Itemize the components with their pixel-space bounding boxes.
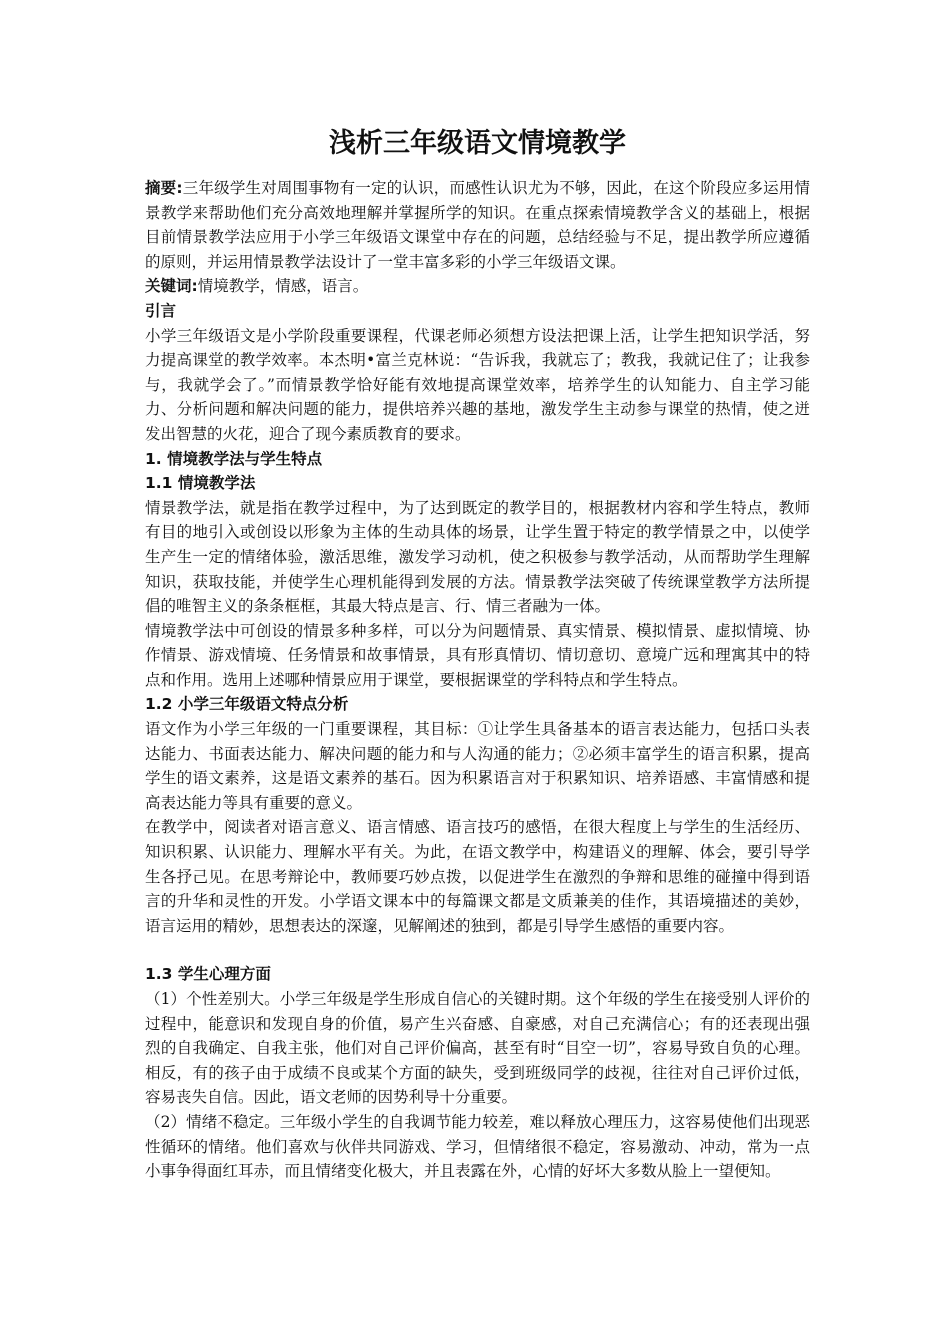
- keywords-paragraph: [145, 274, 810, 299]
- section-1-3-heading: 1.3 学生心理方面: [145, 965, 271, 984]
- keywords-label: 关键词:: [145, 277, 198, 296]
- document-title: 浅析三年级语文情境教学: [329, 128, 626, 159]
- section-1-2-heading: 1.2 小学三年级语文特点分析: [145, 695, 349, 714]
- section-1-1-paragraph: 情境教学法中可创设的情景多种多样，可以分为问题情景、真实情景、模拟情景、虚拟情境、协作情景、游戏情境、任务情景和故事情景，具有形真情切、情切意切、意境广远和理寓其中的特点和作用。选用上述哪种情景应用于课堂，要根据课堂的学科特点和学生特点。: [145, 621, 810, 689]
- blank-line: [145, 938, 810, 962]
- section-1-3-paragraph: （2）情绪不稳定。三年级小学生的自我调节能力较差，难以释放心理压力，这容易使他们出现恶性循环的情绪。他们喜欢与伙伴共同游戏、学习，但情绪很不稳定，容易激动、冲动，常为一点小事争得面红耳赤，而且情绪变化极大，并且表露在外，心情的好坏大多数从脸上一望便知。: [145, 1112, 810, 1181]
- abstract-label: 摘要:: [145, 179, 183, 197]
- abstract-text: 三年级学生对周围事物有一定的认识，而感性认识尤为不够，因此，在这个阶段应多运用情景教学来帮助他们充分高效地理解并掌握所学的知识。在重点探索情境教学含义的基础上，根据目前情景教学法应用于小学三年级语文课堂中存在的问题，总结经验与不足，提出教学所应遵循的原则，并运用情景教学法设计了一堂丰富多彩的小学三年级语文课。: [145, 179, 810, 271]
- intro-paragraph: 小学三年级语文是小学阶段重要课程，代课老师必须想方设法把课上活，让学生把知识学活，努力提高课堂的教学效率。本杰明•富兰克林说：“告诉我，我就忘了；教我，我就记住了；让我参与，我就学会了。”而情景教学恰好能有效地提高课堂效率，培养学生的认知能力、自主学习能力、分析问题和解决问题的能力，提供培养兴趣的基地，激发学生主动参与课堂的热情，使之迸发出智慧的火花，迎合了现今素质教育的要求。: [145, 326, 810, 443]
- abstract-paragraph: [145, 176, 810, 274]
- keywords-text: 情境教学，情感，语言。: [197, 277, 369, 296]
- section-1-1-paragraph: 情景教学法，就是指在教学过程中，为了达到既定的教学目的，根据教材内容和学生特点，教师有目的地引入或创设以形象为主体的生动具体的场景，让学生置于特定的教学情景之中，以使学生产生一定的情绪体验，激活思维，激发学习动机，使之积极参与教学活动，从而帮助学生理解知识，获取技能，并使学生心理机能得到发展的方法。情景教学法突破了传统课堂教学方法所提倡的唯智主义的条条框框，其最大特点是言、行、情三者融为一体。: [145, 498, 810, 616]
- section-1-1-heading: 1.1 情境教学法: [145, 474, 256, 493]
- section-1-3-paragraph: （1）个性差别大。小学三年级是学生形成自信心的关键时期。这个年级的学生在接受别人评价的过程中，能意识和发现自身的价值，易产生兴奋感、自豪感，对自己充满信心；有的还表现出强烈的自我确定、自我主张，他们对自己评价偏高，甚至有时“目空一切”，容易导致自负的心理。相反，有的孩子由于成绩不良或某个方面的缺失，受到班级同学的歧视，往往对自己评价过低，容易丧失自信。因此，语文老师的因势利导十分重要。: [145, 990, 810, 1107]
- section-1-2-paragraph: 语文作为小学三年级的一门重要课程，其目标：①让学生具备基本的语言表达能力，包括口头表达能力、书面表达能力、解决问题的能力和与人沟通的能力；②必须丰富学生的语言积累，提高学生的语文素养，这是语文素养的基石。因为积累语言对于积累知识、培养语感、丰富情感和提高表达能力等具有重要的意义。: [145, 720, 810, 812]
- section-1-heading: 1. 情境教学法与学生特点: [145, 449, 323, 468]
- intro-heading: 引言: [145, 301, 177, 320]
- section-1-2-paragraph: 在教学中，阅读者对语言意义、语言情感、语言技巧的感悟，在很大程度上与学生的生活经历、知识积累、认识能力、理解水平有关。为此，在语文教学中，构建语义的理解、体会，要引导学生各抒己见。在思考辩论中，教师要巧妙点拨，以促进学生在激烈的争辩和思维的碰撞中得到语言的升华和灵性的开发。小学语文课本中的每篇课文都是文质兼美的佳作，其语境描述的美妙，语言运用的精妙，思想表达的深邃，见解阐述的独到，都是引导学生感悟的重要内容。: [145, 818, 810, 935]
